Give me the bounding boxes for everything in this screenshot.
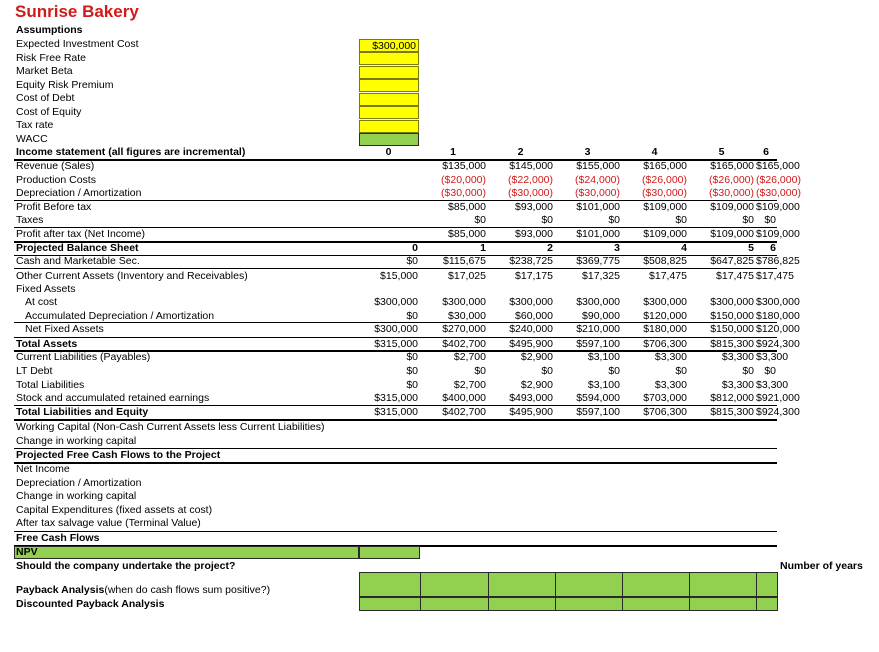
year-header: 4 xyxy=(681,242,687,254)
payback-cell[interactable] xyxy=(756,572,778,597)
payback-cell[interactable] xyxy=(689,572,757,597)
page-title: Sunrise Bakery xyxy=(15,2,139,21)
value-cell[interactable]: $703,000 xyxy=(643,392,687,404)
value-cell[interactable]: $0 xyxy=(406,255,418,267)
year-header: 6 xyxy=(770,242,776,254)
value-cell[interactable]: $300,000 xyxy=(442,296,486,308)
value-cell[interactable]: $3,300 xyxy=(654,351,687,363)
assumption-label: Expected Investment Cost xyxy=(16,38,139,50)
payback-cell[interactable] xyxy=(420,597,489,611)
assumption-input[interactable] xyxy=(359,106,419,119)
value-cell[interactable]: $924,300 xyxy=(756,406,800,418)
value-cell[interactable]: ($22,000) xyxy=(508,173,553,186)
value-cell[interactable]: $815,300 xyxy=(710,406,754,418)
fcf-row-label: Change in working capital xyxy=(16,490,137,503)
value-cell[interactable]: $3,100 xyxy=(587,379,620,391)
balance-row-label: Total Liabilities and Equity xyxy=(16,406,149,418)
row-divider xyxy=(14,462,777,464)
fcf-row-label: Capital Expenditures (fixed assets at cost) xyxy=(16,503,213,516)
balance-row-label: Other Current Assets (Inventory and Receivables) xyxy=(16,270,248,282)
payback-note: (when do cash flows sum positive?) xyxy=(104,584,271,596)
value-cell[interactable]: $495,900 xyxy=(509,338,553,350)
discounted-payback-label: Discounted Payback Analysis xyxy=(16,598,165,610)
value-cell[interactable]: $300,000 xyxy=(576,296,620,308)
value-cell[interactable]: $0 xyxy=(474,214,486,226)
value-cell[interactable]: ($26,000) xyxy=(642,173,687,186)
working-capital-label: Working Capital (Non-Cash Current Assets less Current Liabilities) xyxy=(16,421,325,433)
value-cell[interactable]: $17,175 xyxy=(515,270,553,282)
fcf-total-label: Free Cash Flows xyxy=(16,532,100,544)
value-cell[interactable]: $165,000 xyxy=(710,160,754,172)
value-cell[interactable]: $3,300 xyxy=(756,379,789,391)
value-cell[interactable]: $165,000 xyxy=(756,160,800,172)
change-wc-label: Change in working capital xyxy=(16,435,137,447)
value-cell[interactable]: $0 xyxy=(406,365,418,377)
value-cell[interactable]: $109,000 xyxy=(756,227,800,240)
value-cell[interactable]: ($30,000) xyxy=(441,187,486,199)
value-cell[interactable]: $30,000 xyxy=(448,310,486,322)
value-cell[interactable]: $706,300 xyxy=(643,338,687,350)
year-header: 4 xyxy=(651,146,658,158)
balance-row-label: Current Liabilities (Payables) xyxy=(16,351,151,363)
payback-cell[interactable] xyxy=(555,597,623,611)
balance-row-label: Fixed Assets xyxy=(16,283,76,295)
fcf-row-label: After tax salvage value (Terminal Value) xyxy=(16,517,201,530)
payback-cell[interactable] xyxy=(488,597,556,611)
value-cell[interactable]: $109,000 xyxy=(710,227,754,240)
value-cell[interactable]: $238,725 xyxy=(509,255,553,267)
value-cell[interactable]: ($30,000) xyxy=(756,187,801,199)
value-cell[interactable]: $165,000 xyxy=(643,160,687,172)
assumption-label: Tax rate xyxy=(16,119,54,131)
assumption-label: Market Beta xyxy=(16,65,73,77)
year-header: 3 xyxy=(614,242,620,254)
year-header: 6 xyxy=(763,146,769,158)
value-cell[interactable]: $109,000 xyxy=(710,200,754,213)
value-cell[interactable]: $597,100 xyxy=(576,406,620,418)
income-header: Income statement (all figures are incremental) xyxy=(16,146,246,158)
value-cell[interactable]: $495,900 xyxy=(509,406,553,418)
payback-cell[interactable] xyxy=(622,572,690,597)
value-cell[interactable]: $90,000 xyxy=(582,310,620,322)
value-cell[interactable]: $17,475 xyxy=(716,270,754,282)
assumption-label: Cost of Debt xyxy=(16,92,75,104)
assumption-input[interactable] xyxy=(359,79,419,92)
balance-header: Projected Balance Sheet xyxy=(16,242,139,254)
value-cell[interactable]: $647,825 xyxy=(710,255,754,267)
value-cell[interactable]: $369,775 xyxy=(576,255,620,267)
year-header: 1 xyxy=(480,242,486,254)
value-cell[interactable]: $508,825 xyxy=(643,255,687,267)
value-cell[interactable]: $17,325 xyxy=(582,270,620,282)
value-cell[interactable]: $3,300 xyxy=(721,379,754,391)
value-cell[interactable]: $300,000 xyxy=(509,296,553,308)
income-row-label: Production Costs xyxy=(16,173,96,186)
value-cell[interactable]: $597,100 xyxy=(576,338,620,350)
fcf-header: Projected Free Cash Flows to the Project xyxy=(16,449,221,461)
value-cell[interactable]: $180,000 xyxy=(756,310,800,322)
balance-row-label: Accumulated Depreciation / Amortization xyxy=(25,310,215,322)
value-cell[interactable]: $300,000 xyxy=(374,323,418,335)
value-cell[interactable]: $493,000 xyxy=(509,392,553,404)
value-cell[interactable]: $240,000 xyxy=(509,323,553,335)
value-cell[interactable]: $210,000 xyxy=(576,323,620,335)
year-header: 1 xyxy=(450,146,456,158)
fcf-row-label: Depreciation / Amortization xyxy=(16,476,142,489)
value-cell[interactable]: $101,000 xyxy=(576,200,620,213)
value-cell[interactable]: $0 xyxy=(406,379,418,391)
value-cell[interactable]: $0 xyxy=(608,365,620,377)
value-cell[interactable]: $85,000 xyxy=(448,227,486,240)
value-cell[interactable]: $402,700 xyxy=(442,338,486,350)
value-cell[interactable]: $924,300 xyxy=(756,338,800,350)
value-cell[interactable]: $300,000 xyxy=(643,296,687,308)
balance-row-label: Total Assets xyxy=(16,338,78,350)
value-cell[interactable]: $0 xyxy=(675,365,687,377)
value-cell[interactable]: $0 xyxy=(541,365,553,377)
value-cell[interactable]: $115,675 xyxy=(442,255,486,267)
value-cell[interactable]: $3,300 xyxy=(654,379,687,391)
payback-label xyxy=(16,584,270,597)
payback-cell[interactable] xyxy=(420,572,489,597)
value-cell[interactable]: $2,900 xyxy=(520,351,553,363)
value-cell[interactable]: ($30,000) xyxy=(709,187,754,199)
value-cell[interactable]: $93,000 xyxy=(515,227,553,240)
value-cell[interactable]: $315,000 xyxy=(374,406,418,418)
value-cell[interactable]: $109,000 xyxy=(756,200,800,213)
balance-row-label: Cash and Marketable Sec. xyxy=(16,255,140,267)
value-cell[interactable]: $17,475 xyxy=(649,270,687,282)
value-cell[interactable]: $120,000 xyxy=(756,323,800,335)
value-cell[interactable]: $145,000 xyxy=(509,160,553,172)
value-cell[interactable]: $135,000 xyxy=(442,160,486,172)
year-header: 2 xyxy=(517,146,524,158)
row-divider xyxy=(14,337,777,338)
assumption-input[interactable] xyxy=(359,52,419,65)
value-cell[interactable]: ($30,000) xyxy=(575,187,620,199)
value-cell[interactable]: $0 xyxy=(541,214,553,226)
value-cell[interactable]: $17,025 xyxy=(448,270,486,282)
value-cell[interactable]: $0 xyxy=(742,214,754,226)
value-cell[interactable]: $109,000 xyxy=(643,200,687,213)
value-cell[interactable]: $3,300 xyxy=(721,351,754,363)
assumption-input[interactable] xyxy=(359,120,419,133)
value-cell[interactable]: $60,000 xyxy=(515,310,553,322)
balance-row-label: Stock and accumulated retained earnings xyxy=(16,392,210,404)
value-cell[interactable]: $120,000 xyxy=(643,310,687,322)
value-cell[interactable]: $93,000 xyxy=(515,200,553,213)
value-cell[interactable]: ($30,000) xyxy=(508,187,553,199)
value-cell[interactable]: ($26,000) xyxy=(709,173,754,186)
value-cell[interactable]: ($20,000) xyxy=(441,173,486,186)
value-cell[interactable]: $150,000 xyxy=(710,310,754,322)
payback-cell[interactable] xyxy=(359,597,421,611)
year-header: 5 xyxy=(748,242,754,254)
value-cell[interactable]: $0 xyxy=(764,365,776,377)
value-cell[interactable]: $315,000 xyxy=(374,392,418,404)
row-divider xyxy=(14,531,777,532)
assumption-label: Equity Risk Premium xyxy=(16,78,114,91)
row-divider xyxy=(14,322,777,323)
assumption-label: WACC xyxy=(16,132,48,145)
value-cell[interactable]: $0 xyxy=(474,365,486,377)
value-cell[interactable]: $815,300 xyxy=(710,338,754,350)
payback-cell[interactable] xyxy=(622,597,690,611)
assumption-label: Risk Free Rate xyxy=(16,51,87,64)
payback-cell[interactable] xyxy=(359,572,421,597)
payback-cell[interactable] xyxy=(756,597,778,611)
value-cell[interactable]: $3,300 xyxy=(756,351,789,363)
value-cell[interactable]: $0 xyxy=(608,214,620,226)
value-cell[interactable]: $921,000 xyxy=(756,392,800,404)
payback-cell[interactable] xyxy=(689,597,757,611)
year-header: 3 xyxy=(584,146,591,158)
income-row-label: Profit after tax (Net Income) xyxy=(16,227,145,240)
value-cell[interactable]: $0 xyxy=(764,214,776,226)
row-divider xyxy=(14,268,777,269)
value-cell[interactable]: ($26,000) xyxy=(756,173,801,186)
value-cell[interactable]: $2,900 xyxy=(520,379,553,391)
value-cell[interactable]: $155,000 xyxy=(576,160,620,172)
balance-row-label: Total Liabilities xyxy=(16,379,85,391)
value-cell[interactable]: $150,000 xyxy=(710,323,754,335)
value-cell[interactable]: $594,000 xyxy=(576,392,620,404)
value-cell[interactable]: $300,000 xyxy=(756,296,800,308)
income-row-label: Revenue (Sales) xyxy=(16,160,95,172)
value-cell[interactable]: $300,000 xyxy=(710,296,754,308)
year-header: 5 xyxy=(718,146,725,158)
payback-cell[interactable] xyxy=(488,572,556,597)
income-row-label: Profit Before tax xyxy=(16,200,92,213)
value-cell[interactable]: $400,000 xyxy=(442,392,486,404)
assumption-input[interactable]: $300,000 xyxy=(359,39,419,52)
payback-cell[interactable] xyxy=(555,572,623,597)
value-cell[interactable]: $85,000 xyxy=(448,200,486,213)
value-cell[interactable]: $101,000 xyxy=(576,227,620,240)
value-cell[interactable]: ($30,000) xyxy=(642,187,687,199)
value-cell[interactable]: $2,700 xyxy=(453,351,486,363)
year-header: 0 xyxy=(385,146,392,158)
npv-label-bar xyxy=(14,546,359,559)
value-cell[interactable]: $786,825 xyxy=(756,255,800,267)
assumption-input[interactable] xyxy=(359,93,419,106)
payback-label-text: Payback Analysis xyxy=(16,584,105,596)
income-row-label: Taxes xyxy=(16,214,44,226)
assumptions-header: Assumptions xyxy=(16,24,83,36)
npv-output[interactable] xyxy=(359,546,420,559)
value-cell[interactable]: $706,300 xyxy=(643,406,687,418)
value-cell[interactable]: $180,000 xyxy=(643,323,687,335)
value-cell[interactable]: $3,100 xyxy=(587,351,620,363)
value-cell[interactable]: $109,000 xyxy=(643,227,687,240)
value-cell[interactable]: $0 xyxy=(742,365,754,377)
value-cell[interactable]: ($24,000) xyxy=(575,173,620,186)
question-label: Should the company undertake the project? xyxy=(16,560,236,572)
balance-row-label: At cost xyxy=(25,296,58,308)
assumption-input[interactable] xyxy=(359,133,419,146)
value-cell[interactable]: $17,475 xyxy=(756,270,794,282)
value-cell[interactable]: $0 xyxy=(406,310,418,322)
assumption-input[interactable] xyxy=(359,66,419,79)
balance-row-label: LT Debt xyxy=(16,365,53,377)
value-cell[interactable]: $15,000 xyxy=(380,270,418,282)
assumption-label: Cost of Equity xyxy=(16,105,82,118)
number-of-years-label: Number of years xyxy=(780,560,863,572)
value-cell[interactable]: $270,000 xyxy=(442,323,486,335)
balance-row-label: Net Fixed Assets xyxy=(25,323,104,335)
fcf-row-label: Net Income xyxy=(16,463,70,475)
income-row-label: Depreciation / Amortization xyxy=(16,187,142,199)
value-cell[interactable]: $300,000 xyxy=(374,296,418,308)
value-cell[interactable]: $0 xyxy=(675,214,687,226)
year-header: 2 xyxy=(547,242,553,254)
npv-label: NPV xyxy=(16,546,38,558)
value-cell[interactable]: $812,000 xyxy=(710,392,754,404)
value-cell[interactable]: $2,700 xyxy=(453,379,486,391)
value-cell[interactable]: $315,000 xyxy=(374,338,418,350)
value-cell[interactable]: $0 xyxy=(406,351,418,363)
row-divider xyxy=(14,350,777,352)
value-cell[interactable]: $402,700 xyxy=(442,406,486,418)
row-divider xyxy=(14,405,777,406)
year-header: 0 xyxy=(412,242,418,254)
